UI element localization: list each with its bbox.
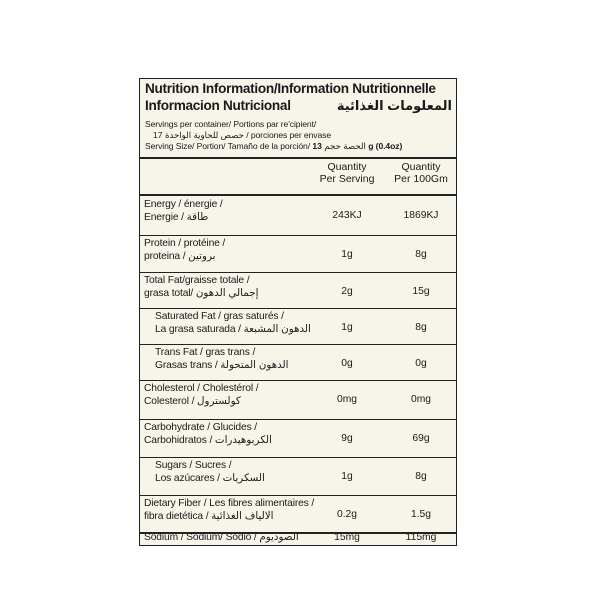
nutrient-name — [144, 383, 258, 408]
nutrient-row — [140, 196, 456, 235]
nutrient-name-line2: La grasa saturada / الدهون المشبعة — [155, 323, 311, 335]
value-per-100g: 115mg — [405, 532, 437, 543]
value-per-100g: 8g — [415, 249, 427, 260]
nutrient-name-line2: Grasas trans / الدهون المتحولة — [155, 359, 289, 371]
nutrient-name — [144, 532, 299, 545]
nutrient-row — [140, 344, 456, 380]
value-per-serving: 0.2g — [336, 509, 358, 520]
servings-per-container-line2 — [145, 130, 331, 141]
value-per-serving: 15mg — [334, 532, 360, 543]
serving-size-text: Serving Size/ Portion/ Tamaño de la porción/ الحصة حجم — [145, 141, 366, 151]
value-per-serving: 1g — [341, 249, 353, 260]
nutrient-name-line2: Colesterol / كولسترول — [144, 395, 241, 407]
value-per-serving: 0mg — [336, 394, 358, 405]
title-english-french: Nutrition Information/Information Nutritionnelle — [145, 81, 436, 96]
nutrient-name-line1: Sugars / Sucres / — [155, 460, 232, 471]
nutrient-name-line2: Carbohidratos / الكربوهيدرات — [144, 434, 272, 446]
column-header-line: Per Serving — [319, 173, 375, 185]
nutrient-name-line1: Total Fat/graisse totale / — [144, 275, 250, 286]
servings-per-container-line1: Servings per container/ Portions par re'cipient/ — [145, 119, 317, 129]
value-per-100g: 69g — [412, 433, 430, 444]
nutrient-row — [140, 532, 456, 546]
value-per-100g: 8g — [415, 322, 427, 333]
column-header-per-100g-line — [385, 161, 457, 185]
value-per-serving: 9g — [341, 433, 353, 444]
nutrient-name — [155, 311, 311, 336]
nutrient-row — [140, 380, 456, 419]
column-header-line: Per 100Gm — [394, 173, 448, 185]
value-per-100g: 1869KJ — [403, 210, 439, 221]
nutrient-name-line2: Energie / طاقة — [144, 211, 209, 223]
nutrient-name-line1: Sodium / Sodium/ Sodio / الصوديوم — [144, 532, 299, 543]
nutrient-name-line1: Protein / protéine / — [144, 238, 226, 249]
value-per-100g: 15g — [412, 286, 430, 297]
nutrient-name-line2: proteina / بروتين — [144, 250, 216, 262]
nutrient-name-line1: Carbohydrate / Glucides / — [144, 422, 258, 433]
nutrient-row — [140, 419, 456, 457]
nutrient-name-line2: Los azúcares / السكريات — [155, 472, 265, 484]
divider-header-top — [140, 157, 456, 159]
nutrient-row — [140, 235, 456, 272]
value-per-100g: 0g — [415, 358, 427, 369]
nutrient-name-line1: Cholesterol / Cholestérol / — [144, 383, 259, 394]
column-header-per-serving — [314, 161, 380, 185]
value-per-100g: 0mg — [410, 394, 432, 405]
nutrient-name — [144, 498, 314, 523]
nutrient-name-line2: grasa total/ إجمالي الدهون — [144, 287, 259, 299]
servings-per-container-value: 17 — [153, 130, 163, 140]
serving-size-value: 13 g (0.4oz) — [312, 141, 403, 151]
column-header-line: Quantity — [401, 161, 441, 173]
serving-size — [145, 141, 402, 152]
nutrient-row — [140, 457, 456, 495]
nutrient-name — [144, 238, 225, 263]
nutrient-name-line1: Saturated Fat / gras saturés / — [155, 311, 284, 322]
value-per-serving: 0g — [341, 358, 353, 369]
value-per-serving: 243KJ — [332, 210, 362, 221]
nutrient-row — [140, 495, 456, 532]
title-spanish: Informacion Nutricional — [145, 98, 291, 113]
servings-per-container-text: porciones per envase / حصص للحاوية الواحدة — [164, 130, 331, 140]
column-header-per-100g — [385, 161, 457, 185]
nutrient-row — [140, 272, 456, 308]
nutrient-name-line1: Energy / énergie / — [144, 199, 223, 210]
value-per-serving: 1g — [341, 322, 353, 333]
value-per-serving: 2g — [341, 286, 353, 297]
title-arabic: المعلومات الغذائية — [336, 98, 452, 113]
nutrient-name — [155, 347, 289, 372]
nutrient-name-line2: fibra dietética / الالياف الغذائية — [144, 510, 274, 522]
value-per-100g: 8g — [415, 471, 427, 482]
nutrient-name — [144, 199, 223, 224]
nutrient-row — [140, 308, 456, 344]
nutrient-name — [144, 422, 272, 447]
value-per-serving: 1g — [341, 471, 353, 482]
column-header-per-serving-line — [314, 161, 380, 185]
nutrient-name — [155, 460, 265, 485]
nutrient-name — [144, 275, 258, 300]
nutrient-name-line1: Dietary Fiber / Les fibres alimentaires / — [144, 498, 315, 509]
nutrition-label — [139, 78, 457, 546]
value-per-100g: 1.5g — [410, 509, 432, 520]
nutrient-name-line1: Trans Fat / gras trans / — [155, 347, 256, 358]
column-header-line: Quantity — [327, 161, 367, 173]
